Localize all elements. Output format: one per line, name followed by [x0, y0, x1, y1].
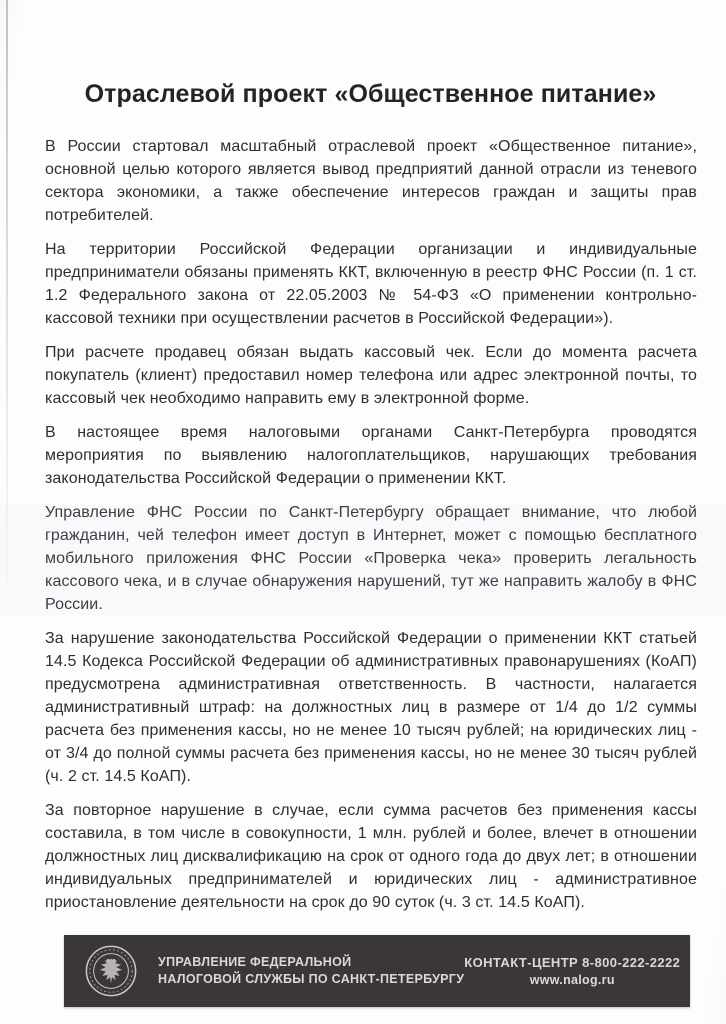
- footer-org-block: [84, 944, 464, 998]
- document-body: [0, 109, 726, 914]
- footer-org-line2: НАЛОГОВОЙ СЛУЖБЫ ПО САНКТ-ПЕТЕРБУРГУ: [158, 972, 465, 986]
- paragraph-kkt-requirement: На территории Российской Федерации организации и индивидуальные предприниматели обязаны применять ККТ, включенную в реестр ФНС России (п. 1 ст. 1.2 Федерального закона от 22.05.2003 № 54-ФЗ «О применении контрольно-кассовой техники при осуществлении расчетов в Российской Федерации»).: [45, 241, 697, 327]
- footer-org-line1: УПРАВЛЕНИЕ ФЕДЕРАЛЬНОЙ: [158, 955, 352, 969]
- website-text: www.nalog.ru: [529, 972, 615, 987]
- paragraph-intro: В России стартовал масштабный отраслевой проект «Общественное питание», основной целью которого является вывод предприятий данной отрасли из теневого сектора экономики, а также обеспечение интересов граждан и защиты прав потребителей.: [45, 138, 697, 224]
- paragraph-fines: За нарушение законодательства Российской Федерации о применении ККТ статьей 14.5 Кодекса Российской Федерации об административных правонарушениях (КоАП) предусмотрена административная ответственность. В частности, налагается административный штраф: на должностных лиц в размере от 1/4 до 1/2 суммы расчета без применения кассы, но не менее 10 тысяч рублей; на юридических лиц - от 3/4 до полной суммы расчета без применения кассы, но не менее 30 тысяч рублей (ч. 2 ст. 14.5 КоАП).: [45, 630, 697, 785]
- paragraph-tax-measures: В настоящее время налоговыми органами Санкт-Петербурга проводятся мероприятия по выявлению налогоплательщиков, нарушающих требования законодательства Российской Федерации о применении ККТ.: [45, 424, 697, 487]
- contact-center-text: КОНТАКТ-ЦЕНТР 8-800-222-2222: [464, 954, 681, 970]
- footer-banner: [64, 935, 690, 1007]
- footer-contact-block: [464, 954, 680, 989]
- paragraph-repeat-violation: За повторное нарушение в случае, если сумма расчетов без применения кассы составила, в том числе в совокупности, 1 млн. рублей и более, влечет в отношении должностных лиц дисквалификацию на срок от одного года до двух лет; в отношении индивидуальных предпринимателей и юридических лиц - административное приостановление деятельности на срок до 90 суток (ч. 3 ст. 14.5 КоАП).: [45, 802, 697, 911]
- fns-emblem-icon: [84, 944, 138, 998]
- paragraph-receipt-rule: При расчете продавец обязан выдать кассовый чек. Если до момента расчета покупатель (клиент) предоставил номер телефона или адрес электронной почты, то кассовый чек необходимо направить ему в электронной форме.: [45, 344, 697, 407]
- page-title: Отраслевой проект «Общественное питание»: [84, 80, 657, 108]
- paragraph-check-app: Управление ФНС России по Санкт-Петербургу обращает внимание, что любой гражданин, чей телефон имеет доступ в Интернет, может с помощью бесплатного мобильного приложения ФНС России «Проверка чека» проверить легальность кассового чека, и в случае обнаружения нарушений, тут же направить жалобу в ФНС России.: [45, 504, 697, 613]
